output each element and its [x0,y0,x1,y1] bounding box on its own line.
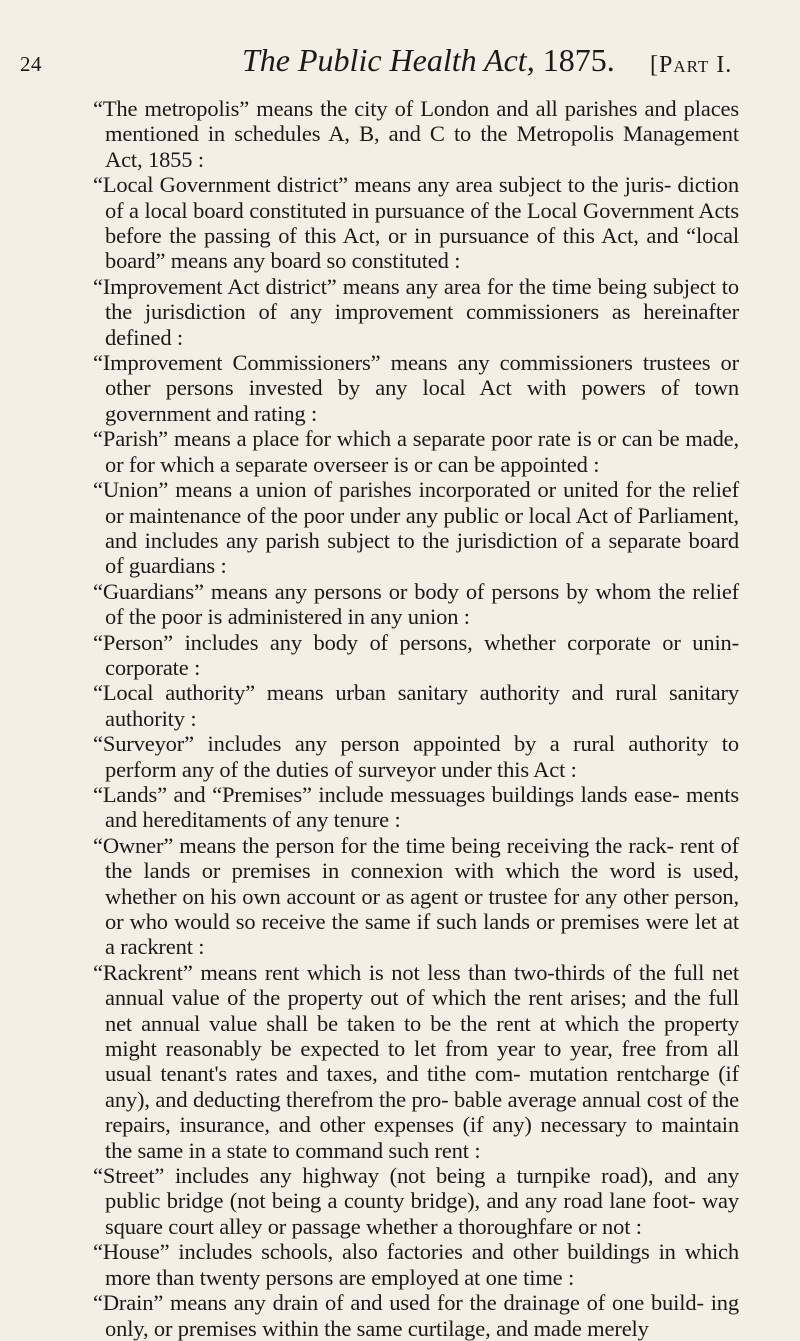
definition-paragraph: “Lands” and “Premises” include messuages buildings lands ease- ments and hereditaments of any tenure : [93,781,739,833]
page-header [20,30,786,78]
definition-paragraph: “Guardians” means any persons or body of persons by whom the relief of the poor is administered in any union : [93,578,739,630]
definition-paragraph: “Local Government district” means any area subject to the juris- diction of a local board constituted in pursuance of the Local Government Acts before the passing of this Act, or in pursuance of this Act, and “local board” means any board so constituted : [93,172,739,274]
definition-paragraph: “Improvement Commissioners” means any commissioners trustees or other persons invested by any local Act with powers of town government and rating : [93,350,739,426]
running-title-year: 1875. [542,42,615,78]
definition-paragraph: “Local authority” means urban sanitary authority and rural sanitary authority : [93,680,739,731]
definition-paragraph: “Owner” means the person for the time being receiving the rack- rent of the lands or premises in connexion with which the word is used, whether on his own account or as agent or trustee for any other person, or who would so receive the same if such lands or premises were let at a rackrent : [93,832,739,960]
page-number: 24 [20,52,42,76]
running-title [242,42,615,79]
definition-paragraph: “Surveyor” includes any person appointed by a rural authority to perform any of the duties of surveyor under this Act : [93,731,739,782]
definition-paragraph: “Drain” means any drain of and used for the drainage of one build- ing only, or premises within the same curtilage, and made merely [93,1290,739,1341]
definitions-text [84,96,739,1341]
definition-paragraph: “Person” includes any body of persons, whether corporate or unin- corporate : [93,629,739,680]
definition-paragraph: “Improvement Act district” means any area for the time being subject to the jurisdiction of any improvement commissioners as hereinafter defined : [93,273,739,350]
part-label: [Part I. [650,52,733,78]
definition-paragraph: “Street” includes any highway (not being a turnpike road), and any public bridge (not being a county bridge), and any road lane foot- way square court alley or passage whether a thoroughfare or not : [93,1163,739,1239]
definition-paragraph: “Rackrent” means rent which is not less than two-thirds of the full net annual value of the property out of which the rent arises; and the full net annual value shall be taken to be the rent at which the property might reasonably be expected to let from year to year, free from all usual tenant's rates and taxes, and tithe com- mutation rentcharge (if any), and deducting therefrom the pro- bable average annual cost of the repairs, insurance, and other expenses (if any) necessary to maintain the same in a state to command such rent : [93,959,739,1163]
definition-paragraph: “Parish” means a place for which a separate poor rate is or can be made, or for which a separate overseer is or can be appointed : [93,426,739,477]
running-title-text: The Public Health Act, [242,42,535,78]
definition-paragraph: “The metropolis” means the city of London and all parishes and places mentioned in schedules A, B, and C to the Metropolis Management Act, 1855 : [93,96,739,172]
definition-paragraph: “House” includes schools, also factories and other buildings in which more than twenty persons are employed at one time : [93,1239,739,1290]
definition-paragraph: “Union” means a union of parishes incorporated or united for the relief or maintenance of the poor under any public or local Act of Parliament, and includes any parish subject to the jurisdiction of a separate board of guardians : [93,477,739,579]
